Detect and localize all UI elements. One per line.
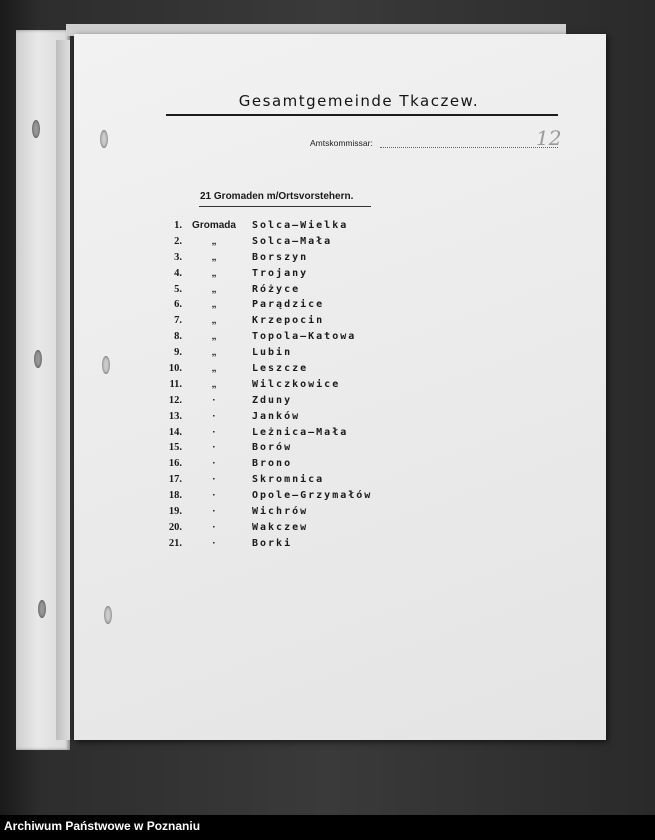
list-item [74,427,606,443]
item-number: 4. [174,267,182,279]
item-prefix: · [212,521,216,533]
list-item [74,379,606,395]
item-place-name: Leżnica—Mała [252,426,349,438]
punch-hole [104,606,112,624]
document-title: Gesamtgemeinde Tkaczew. [238,92,480,110]
item-number: 17. [168,474,182,486]
item-place-name: Krzepocin [252,315,325,327]
item-number: 6. [174,299,182,311]
amtskommissar-label: Amtskommissar: [310,138,373,148]
title-underline [166,114,558,116]
item-prefix: „ [211,235,217,247]
list-item [74,538,606,554]
binder-strip [16,30,70,750]
item-number: 21. [168,537,182,549]
item-prefix: Gromada [192,220,236,231]
list-item [74,315,606,331]
list-item [74,474,606,490]
item-place-name: Trojany [252,267,309,279]
item-prefix: „ [211,283,217,295]
archive-footer [0,815,655,840]
list-item [74,363,606,379]
archive-credit: Archiwum Państwowe w Poznaniu [4,819,201,833]
item-prefix: „ [211,315,217,327]
item-number: 19. [168,506,182,518]
item-place-name: Zduny [252,394,293,406]
item-place-name: Parądzice [252,299,325,311]
item-number: 20. [168,521,182,533]
item-number: 10. [168,363,182,375]
item-prefix: · [212,394,216,406]
item-place-name: Różyce [252,283,301,295]
item-place-name: Wakczew [252,521,309,533]
item-prefix: „ [211,267,217,279]
item-number: 12. [168,394,182,406]
binder-hole [34,350,42,368]
item-place-name: Solca—Wielka [252,220,349,231]
item-number: 13. [168,410,182,422]
item-prefix: · [212,474,216,486]
list-item [74,347,606,363]
list-item [74,442,606,458]
item-place-name: Opole—Grzymałów [252,490,373,502]
item-place-name: Topola—Katowa [252,331,357,343]
binder-fold [56,40,70,740]
item-prefix: „ [211,363,217,375]
folio-number: 12 [536,126,562,150]
item-number: 14. [168,426,182,438]
list-item [74,506,606,522]
list-item [74,299,606,315]
item-number: 5. [174,283,182,295]
item-prefix: · [212,458,216,470]
binder-hole [38,600,46,618]
list-item [74,284,606,300]
item-number: 8. [174,331,182,343]
binder-hole [32,120,40,138]
item-place-name: Skromnica [252,474,325,486]
list-item [74,411,606,427]
amtskommissar-signature-line [380,147,558,148]
list-item [74,331,606,347]
item-place-name: Leszcze [252,363,309,375]
item-number: 9. [174,347,182,359]
item-number: 1. [174,220,182,231]
item-prefix: „ [211,251,217,263]
list-item [74,458,606,474]
list-item [74,268,606,284]
item-number: 11. [169,378,182,390]
item-prefix: · [212,426,216,438]
item-number: 2. [174,235,182,247]
item-place-name: Wilczkowice [252,378,341,390]
item-prefix: · [212,537,216,549]
item-place-name: Brono [252,458,293,470]
list-item [74,236,606,252]
item-place-name: Janków [252,410,301,422]
item-place-name: Borki [252,537,293,549]
item-prefix: · [212,410,216,422]
item-prefix: · [212,442,216,454]
item-prefix: · [212,506,216,518]
gromada-list [74,220,606,554]
item-number: 16. [168,458,182,470]
item-prefix: „ [211,331,217,343]
item-number: 18. [168,490,182,502]
item-place-name: Wichrów [252,506,309,518]
item-number: 3. [174,251,182,263]
item-place-name: Borów [252,442,293,454]
item-prefix: „ [211,378,217,390]
punch-hole [100,130,108,148]
list-item [74,252,606,268]
item-prefix: · [212,490,216,502]
list-item [74,522,606,538]
item-number: 15. [168,442,182,454]
list-item [74,490,606,506]
list-heading-underline [199,206,371,207]
list-item [74,220,606,236]
document-page [74,34,606,740]
item-place-name: Borszyn [252,251,309,263]
list-item [74,395,606,411]
item-prefix: „ [211,347,217,359]
item-prefix: „ [211,299,217,311]
item-place-name: Solca—Mała [252,235,333,247]
list-heading: 21 Gromaden m/Ortsvorstehern. [200,191,354,202]
item-number: 7. [174,315,182,327]
item-place-name: Lubin [252,347,293,359]
